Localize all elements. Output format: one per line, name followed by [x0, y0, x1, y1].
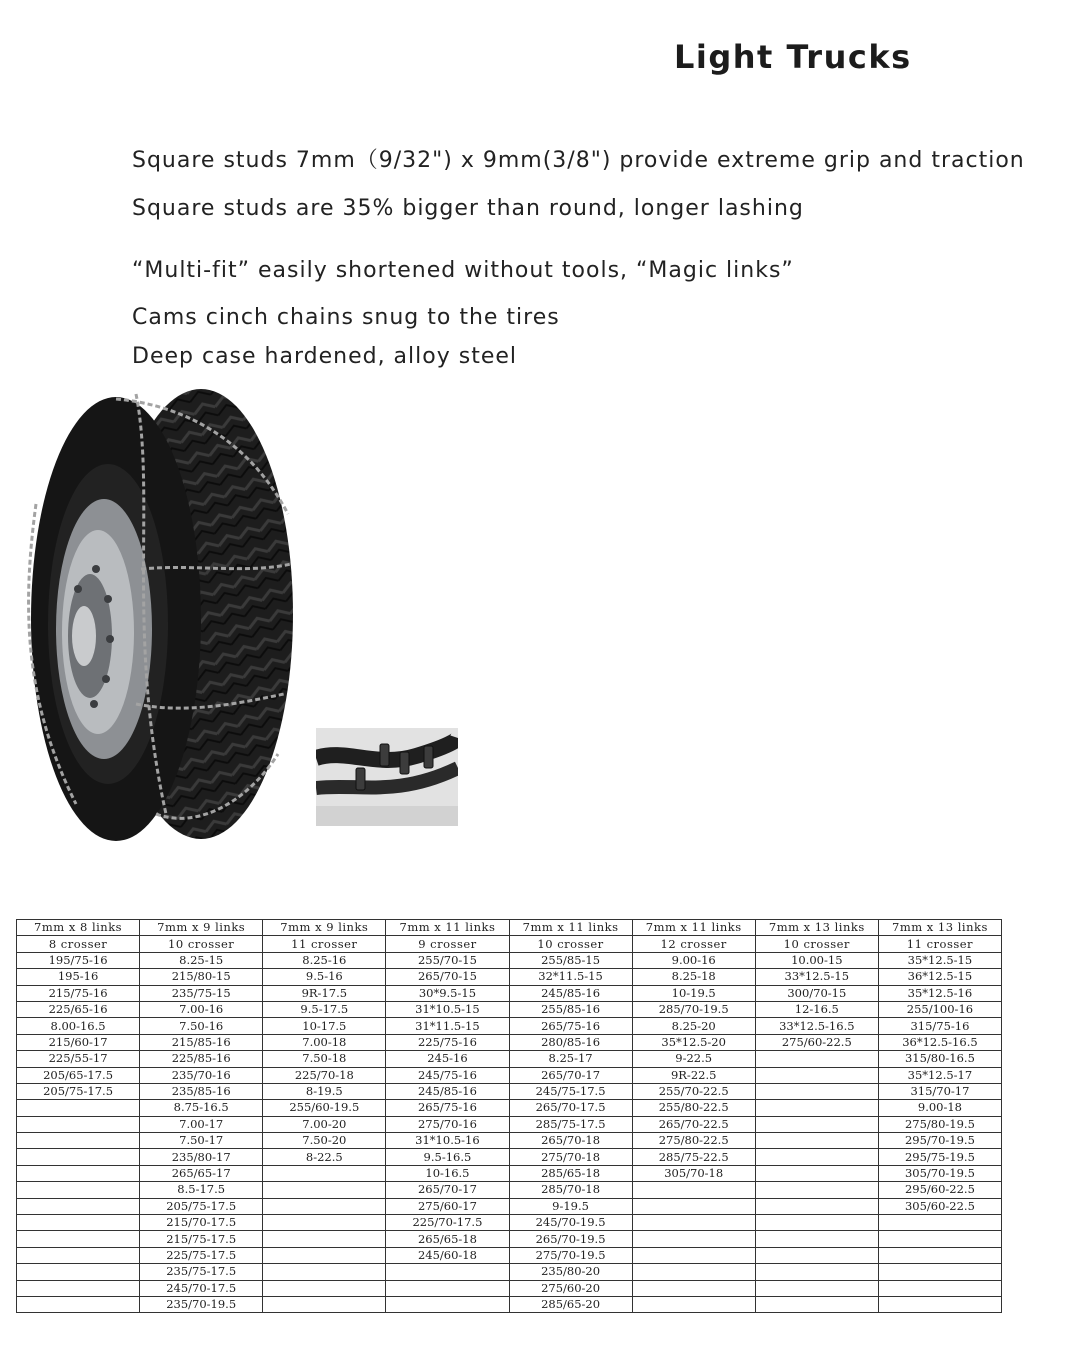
feature-cams: Cams cinch chains snug to the tires [132, 305, 560, 330]
size-cell [755, 1116, 878, 1132]
size-cell [755, 1133, 878, 1149]
size-cell: 9.5-17.5 [263, 1001, 386, 1017]
size-cell: 31*10.5-15 [386, 1001, 509, 1017]
size-cell: 255/100-16 [878, 1001, 1001, 1017]
table-row [17, 1034, 1002, 1050]
size-cell: 295/60-22.5 [878, 1182, 1001, 1198]
size-cell: 275/70-19.5 [509, 1247, 632, 1263]
size-cell [878, 1296, 1001, 1312]
size-cell: 255/85-15 [509, 952, 632, 968]
size-cell: 33*12.5-15 [755, 969, 878, 985]
size-cell: 255/80-22.5 [632, 1100, 755, 1116]
size-cell: 265/70-17 [386, 1182, 509, 1198]
size-cell: 315/70-17 [878, 1083, 1001, 1099]
size-cell: 235/70-19.5 [140, 1296, 263, 1312]
size-cell: 7.50-16 [140, 1018, 263, 1034]
size-cell [263, 1165, 386, 1181]
size-cell [878, 1264, 1001, 1280]
tire-chain-photo [16, 374, 296, 844]
page-title: Light Trucks [674, 38, 912, 76]
size-cell: 235/75-15 [140, 985, 263, 1001]
size-cell: 265/65-17 [140, 1165, 263, 1181]
table-row [17, 1083, 1002, 1099]
size-cell: 8.25-16 [263, 952, 386, 968]
table-row [17, 1247, 1002, 1263]
size-cell: 255/70-22.5 [632, 1083, 755, 1099]
column-header-links: 7mm x 8 links [17, 920, 140, 936]
column-header-links: 7mm x 9 links [140, 920, 263, 936]
column-header-crosser: 11 crosser [263, 936, 386, 952]
table-row [17, 985, 1002, 1001]
size-cell: 275/70-16 [386, 1116, 509, 1132]
size-cell: 35*12.5-15 [878, 952, 1001, 968]
size-cell: 265/75-16 [509, 1018, 632, 1034]
size-cell: 275/60-20 [509, 1280, 632, 1296]
table-row [17, 1018, 1002, 1034]
size-cell: 235/85-16 [140, 1083, 263, 1099]
size-cell: 265/70-17 [509, 1067, 632, 1083]
size-cell [755, 1198, 878, 1214]
size-cell: 225/65-16 [17, 1001, 140, 1017]
size-cell: 265/75-16 [386, 1100, 509, 1116]
size-cell: 35*12.5-17 [878, 1067, 1001, 1083]
size-cell [878, 1215, 1001, 1231]
size-cell: 245/75-16 [386, 1067, 509, 1083]
size-cell: 225/75-16 [386, 1034, 509, 1050]
table-row [17, 1198, 1002, 1214]
size-cell: 275/60-17 [386, 1198, 509, 1214]
size-cell: 265/70-17.5 [509, 1100, 632, 1116]
size-cell [755, 1083, 878, 1099]
table-row [17, 1133, 1002, 1149]
size-cell: 36*12.5-16.5 [878, 1034, 1001, 1050]
size-cell [17, 1264, 140, 1280]
size-cell [755, 1100, 878, 1116]
size-cell [17, 1149, 140, 1165]
size-cell: 315/80-16.5 [878, 1051, 1001, 1067]
size-cell [755, 1264, 878, 1280]
size-cell [17, 1182, 140, 1198]
table-row [17, 1051, 1002, 1067]
size-cell [632, 1296, 755, 1312]
size-cell: 285/75-22.5 [632, 1149, 755, 1165]
column-header-crosser: 11 crosser [878, 936, 1001, 952]
table-row [17, 1280, 1002, 1296]
column-header-crosser: 10 crosser [755, 936, 878, 952]
size-cell [386, 1280, 509, 1296]
size-cell [755, 1182, 878, 1198]
table-row [17, 1231, 1002, 1247]
size-cell [632, 1215, 755, 1231]
header-row-links [17, 920, 1002, 936]
size-cell [632, 1280, 755, 1296]
size-cell [386, 1296, 509, 1312]
size-cell: 9R-22.5 [632, 1067, 755, 1083]
table-row [17, 1149, 1002, 1165]
table-row [17, 952, 1002, 968]
size-cell: 305/60-22.5 [878, 1198, 1001, 1214]
size-cell [17, 1116, 140, 1132]
size-cell [632, 1182, 755, 1198]
size-cell: 225/85-16 [140, 1051, 263, 1067]
column-header-links: 7mm x 13 links [755, 920, 878, 936]
size-cell: 9.5-16 [263, 969, 386, 985]
size-cell: 8-22.5 [263, 1149, 386, 1165]
size-cell [17, 1165, 140, 1181]
size-cell [263, 1198, 386, 1214]
size-cell: 285/65-18 [509, 1165, 632, 1181]
size-cell: 195/75-16 [17, 952, 140, 968]
size-cell: 7.00-18 [263, 1034, 386, 1050]
size-cell: 10-16.5 [386, 1165, 509, 1181]
size-cell: 7.50-17 [140, 1133, 263, 1149]
size-cell: 7.50-18 [263, 1051, 386, 1067]
size-cell [17, 1100, 140, 1116]
size-cell: 9R-17.5 [263, 985, 386, 1001]
column-header-links: 7mm x 9 links [263, 920, 386, 936]
size-cell [386, 1264, 509, 1280]
size-cell: 36*12.5-15 [878, 969, 1001, 985]
size-cell: 280/85-16 [509, 1034, 632, 1050]
size-cell: 235/70-16 [140, 1067, 263, 1083]
size-cell: 31*11.5-15 [386, 1018, 509, 1034]
column-header-crosser: 8 crosser [17, 936, 140, 952]
size-cell: 7.50-20 [263, 1133, 386, 1149]
size-cell: 305/70-19.5 [878, 1165, 1001, 1181]
size-cell: 10.00-15 [755, 952, 878, 968]
size-cell: 9-19.5 [509, 1198, 632, 1214]
size-cell: 275/60-22.5 [755, 1034, 878, 1050]
size-cell: 215/70-17.5 [140, 1215, 263, 1231]
size-cell: 245/70-19.5 [509, 1215, 632, 1231]
size-cell [755, 1165, 878, 1181]
table-row [17, 1100, 1002, 1116]
size-cell: 225/75-17.5 [140, 1247, 263, 1263]
size-cell: 300/70-15 [755, 985, 878, 1001]
size-cell [632, 1247, 755, 1263]
size-cell: 215/60-17 [17, 1034, 140, 1050]
size-cell [755, 1149, 878, 1165]
size-cell: 285/70-18 [509, 1182, 632, 1198]
square-studs-closeup-photo [316, 728, 458, 826]
size-cell [263, 1215, 386, 1231]
size-cell [755, 1215, 878, 1231]
size-cell: 8.25-17 [509, 1051, 632, 1067]
column-header-links: 7mm x 11 links [386, 920, 509, 936]
size-cell [263, 1247, 386, 1263]
header-row-crosser [17, 936, 1002, 952]
size-cell [17, 1247, 140, 1263]
size-cell: 245/85-16 [386, 1083, 509, 1099]
size-cell [878, 1280, 1001, 1296]
size-cell [17, 1198, 140, 1214]
size-cell [755, 1280, 878, 1296]
size-cell: 205/65-17.5 [17, 1067, 140, 1083]
size-cell: 225/70-18 [263, 1067, 386, 1083]
feature-studs-bigger: Square studs are 35% bigger than round, longer lashing [132, 196, 804, 221]
size-cell: 265/70-18 [509, 1133, 632, 1149]
size-cell: 10-17.5 [263, 1018, 386, 1034]
size-cell [17, 1296, 140, 1312]
size-cell: 245/70-17.5 [140, 1280, 263, 1296]
table-row [17, 1165, 1002, 1181]
size-cell [632, 1198, 755, 1214]
size-cell: 265/70-22.5 [632, 1116, 755, 1132]
table-row [17, 969, 1002, 985]
size-cell: 215/75-16 [17, 985, 140, 1001]
size-cell: 35*12.5-16 [878, 985, 1001, 1001]
size-cell: 225/70-17.5 [386, 1215, 509, 1231]
size-cell: 7.00-16 [140, 1001, 263, 1017]
column-header-crosser: 10 crosser [140, 936, 263, 952]
size-cell: 30*9.5-15 [386, 985, 509, 1001]
size-cell: 295/75-19.5 [878, 1149, 1001, 1165]
size-cell: 8-19.5 [263, 1083, 386, 1099]
size-cell: 245-16 [386, 1051, 509, 1067]
size-cell: 10-19.5 [632, 985, 755, 1001]
size-cell: 255/70-15 [386, 952, 509, 968]
size-cell: 7.00-20 [263, 1116, 386, 1132]
size-cell [263, 1296, 386, 1312]
size-cell: 235/80-17 [140, 1149, 263, 1165]
size-cell: 35*12.5-20 [632, 1034, 755, 1050]
size-cell [17, 1133, 140, 1149]
feature-multi-fit: “Multi-fit” easily shortened without tools, “Magic links” [132, 258, 794, 283]
size-cell [755, 1051, 878, 1067]
size-cell: 9.00-16 [632, 952, 755, 968]
size-cell: 285/65-20 [509, 1296, 632, 1312]
column-header-links: 7mm x 13 links [878, 920, 1001, 936]
size-cell: 245/60-18 [386, 1247, 509, 1263]
size-cell: 12-16.5 [755, 1001, 878, 1017]
size-cell [263, 1280, 386, 1296]
column-header-crosser: 9 crosser [386, 936, 509, 952]
size-cell: 265/70-19.5 [509, 1231, 632, 1247]
size-cell [263, 1264, 386, 1280]
table-row [17, 1001, 1002, 1017]
feature-hardened: Deep case hardened, alloy steel [132, 344, 517, 369]
size-cell: 8.25-20 [632, 1018, 755, 1034]
size-cell [878, 1247, 1001, 1263]
feature-studs-size: Square studs 7mm（9/32") x 9mm(3/8") provide extreme grip and traction [132, 148, 1025, 173]
tire-size-table [16, 919, 1002, 1313]
size-cell: 33*12.5-16.5 [755, 1018, 878, 1034]
column-header-crosser: 10 crosser [509, 936, 632, 952]
size-cell: 235/80-20 [509, 1264, 632, 1280]
size-cell: 9.5-16.5 [386, 1149, 509, 1165]
table-row [17, 1182, 1002, 1198]
size-cell [263, 1231, 386, 1247]
size-cell [17, 1215, 140, 1231]
size-cell: 315/75-16 [878, 1018, 1001, 1034]
column-header-links: 7mm x 11 links [632, 920, 755, 936]
size-cell: 275/80-19.5 [878, 1116, 1001, 1132]
size-cell [755, 1067, 878, 1083]
size-cell: 8.5-17.5 [140, 1182, 263, 1198]
size-cell [632, 1231, 755, 1247]
size-cell [17, 1280, 140, 1296]
size-cell: 7.00-17 [140, 1116, 263, 1132]
size-cell: 8.75-16.5 [140, 1100, 263, 1116]
table-row [17, 1296, 1002, 1312]
size-cell: 265/70-15 [386, 969, 509, 985]
size-cell [263, 1182, 386, 1198]
table-row [17, 1067, 1002, 1083]
size-cell: 195-16 [17, 969, 140, 985]
size-cell: 31*10.5-16 [386, 1133, 509, 1149]
size-cell: 205/75-17.5 [17, 1083, 140, 1099]
size-cell: 205/75-17.5 [140, 1198, 263, 1214]
table-row [17, 1116, 1002, 1132]
size-cell: 285/70-19.5 [632, 1001, 755, 1017]
size-cell: 9-22.5 [632, 1051, 755, 1067]
size-cell: 275/80-22.5 [632, 1133, 755, 1149]
size-cell: 305/70-18 [632, 1165, 755, 1181]
size-cell: 285/75-17.5 [509, 1116, 632, 1132]
size-cell [755, 1231, 878, 1247]
size-cell [17, 1231, 140, 1247]
table-row [17, 1215, 1002, 1231]
size-cell [878, 1231, 1001, 1247]
column-header-crosser: 12 crosser [632, 936, 755, 952]
size-cell: 245/85-16 [509, 985, 632, 1001]
size-cell: 32*11.5-15 [509, 969, 632, 985]
size-cell [632, 1264, 755, 1280]
size-cell: 8.25-15 [140, 952, 263, 968]
size-cell [755, 1296, 878, 1312]
size-cell: 8.00-16.5 [17, 1018, 140, 1034]
size-cell: 265/65-18 [386, 1231, 509, 1247]
size-cell: 9.00-18 [878, 1100, 1001, 1116]
size-cell: 8.25-18 [632, 969, 755, 985]
size-cell: 295/70-19.5 [878, 1133, 1001, 1149]
column-header-links: 7mm x 11 links [509, 920, 632, 936]
size-cell [755, 1247, 878, 1263]
size-cell: 215/80-15 [140, 969, 263, 985]
size-cell: 235/75-17.5 [140, 1264, 263, 1280]
table-row [17, 1264, 1002, 1280]
size-cell: 275/70-18 [509, 1149, 632, 1165]
size-cell: 255/85-16 [509, 1001, 632, 1017]
size-cell: 215/75-17.5 [140, 1231, 263, 1247]
size-cell: 255/60-19.5 [263, 1100, 386, 1116]
size-cell: 215/85-16 [140, 1034, 263, 1050]
size-cell: 245/75-17.5 [509, 1083, 632, 1099]
size-cell: 225/55-17 [17, 1051, 140, 1067]
